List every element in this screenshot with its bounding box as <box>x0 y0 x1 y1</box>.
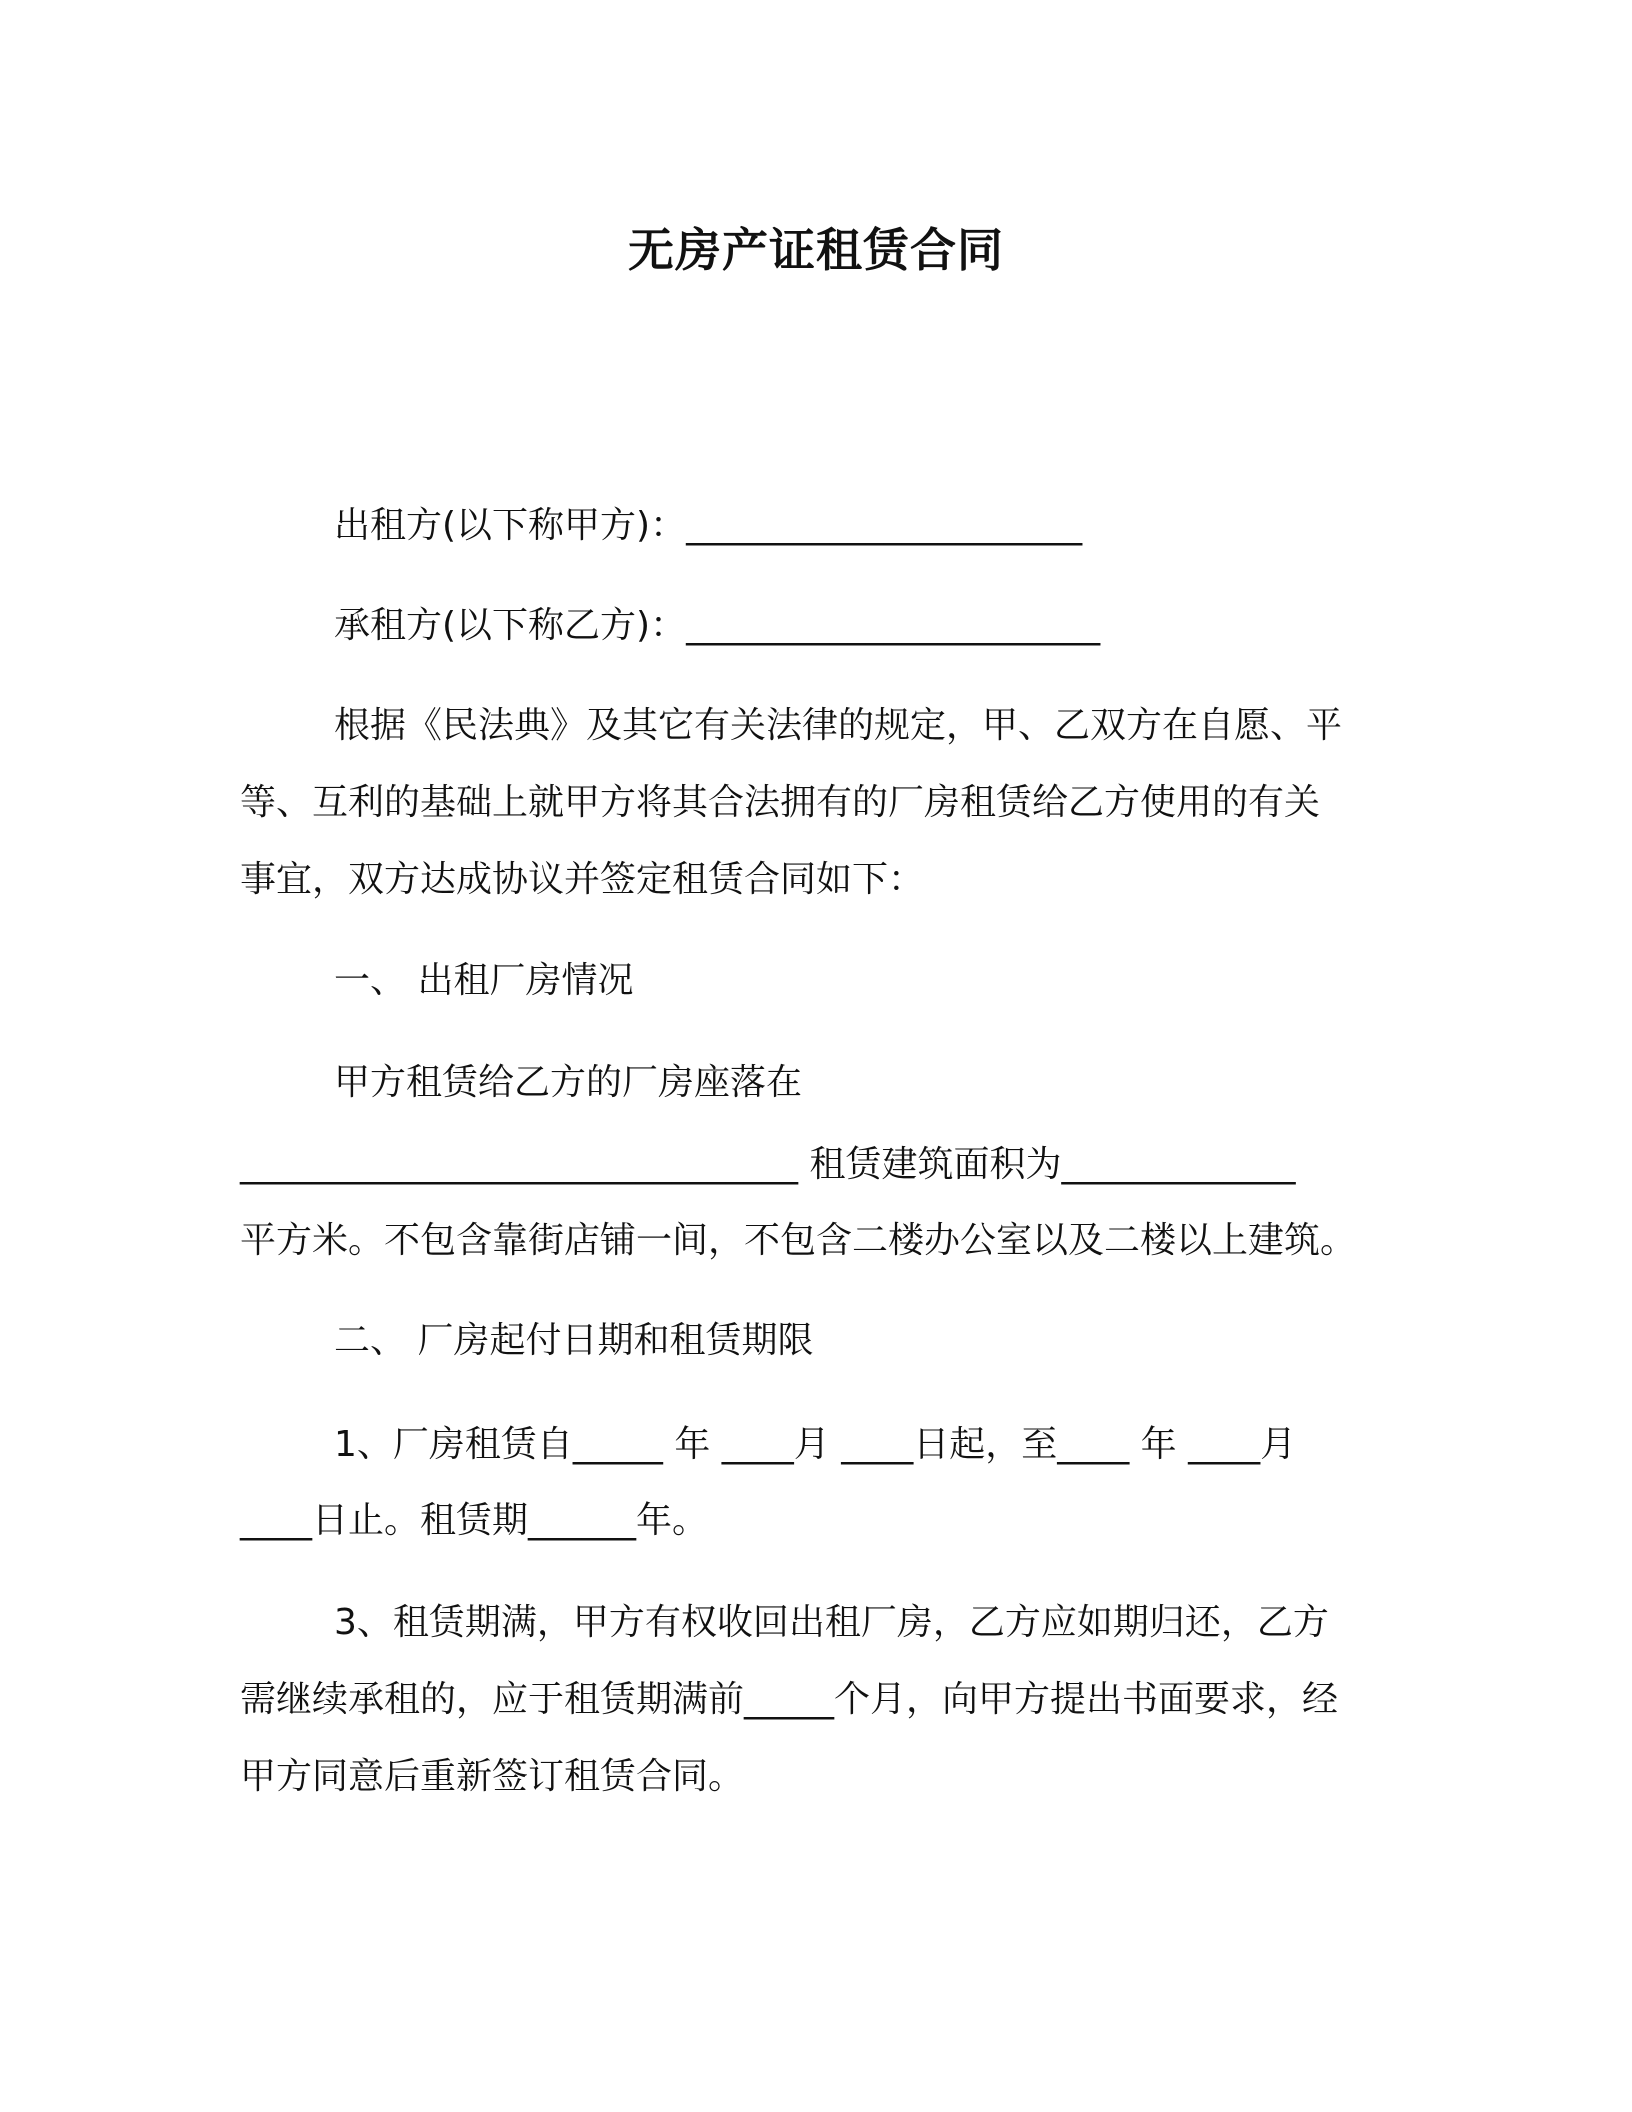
section-1-line-1: 甲方租赁给乙方的厂房座落在 <box>334 1062 803 1103</box>
lessor-line: 出租方(以下称甲方)：______________________ <box>334 505 1083 546</box>
section-1-line-2: _______________________________ 租赁建筑面积为_____________ <box>240 1144 1296 1185</box>
preamble-line-1: 根据《民法典》及其它有关法律的规定，甲、乙双方在自愿、平 <box>334 705 1343 746</box>
clause-1-line-2: ____日止。租赁期______年。 <box>240 1500 709 1541</box>
document-title: 无房产证租赁合同 <box>628 223 1004 277</box>
section-1-line-3: 平方米。不包含靠街店铺一间，不包含二楼办公室以及二楼以上建筑。 <box>240 1220 1357 1261</box>
clause-3-line-1: 3、租赁期满，甲方有权收回出租厂房，乙方应如期归还，乙方 <box>334 1602 1329 1643</box>
clause-1-line-1: 1、厂房租赁自_____ 年 ____月 ____日起，至____ 年 ____月 <box>334 1424 1297 1465</box>
clause-3-line-3: 甲方同意后重新签订租赁合同。 <box>240 1756 745 1797</box>
clause-3-line-2: 需继续承租的，应于租赁期满前_____个月，向甲方提出书面要求，经 <box>240 1679 1339 1720</box>
lessee-line: 承租方(以下称乙方)：_______________________ <box>334 605 1101 646</box>
preamble-line-2: 等、互利的基础上就甲方将其合法拥有的厂房租赁给乙方使用的有关 <box>240 782 1321 823</box>
section-1-heading: 一、 出租厂房情况 <box>334 960 634 1001</box>
section-2-heading: 二、 厂房起付日期和租赁期限 <box>334 1320 814 1361</box>
preamble-line-3: 事宜，双方达成协议并签定租赁合同如下： <box>240 859 925 900</box>
